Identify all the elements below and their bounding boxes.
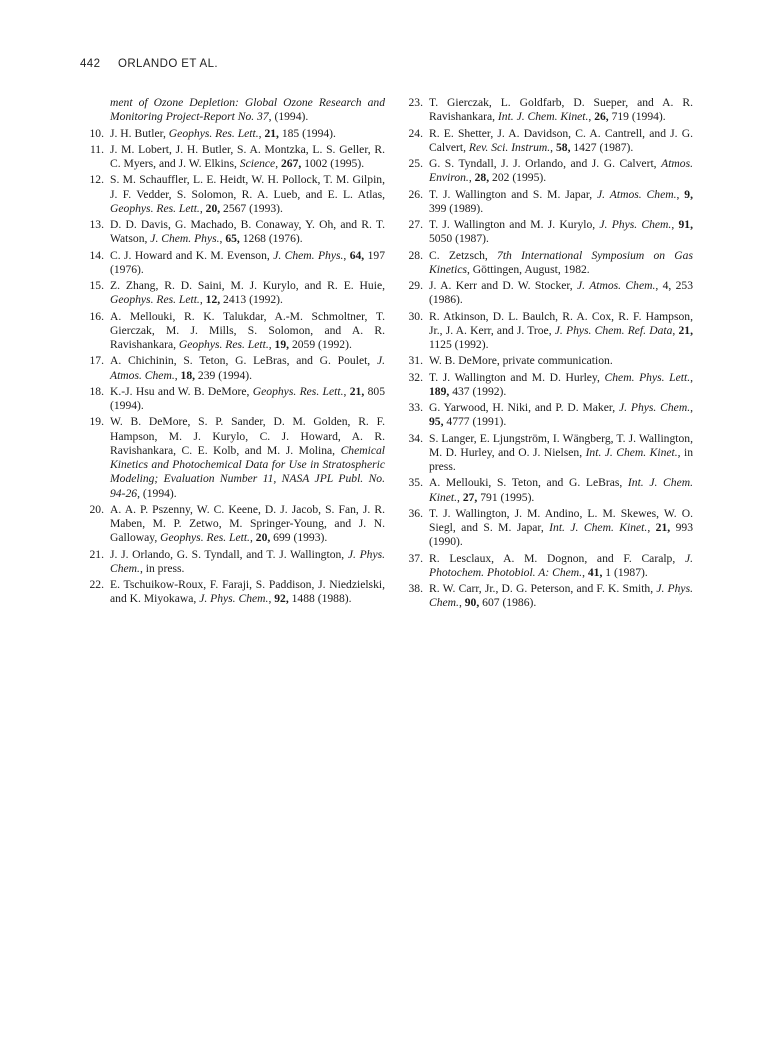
reference-text: T. J. Wallington, J. M. Andino, L. M. Skewes, W. O. Siegl, and S. M. Japar, Int. J. Chem. Kinet., 21, 993 (1990). bbox=[429, 506, 694, 549]
reference-entry bbox=[80, 279, 385, 308]
reference-entry bbox=[399, 127, 693, 156]
reference-text: T. J. Wallington and M. J. Kurylo, J. Phys. Chem., 91, 5050 (1987). bbox=[429, 218, 693, 246]
reference-number: 36. bbox=[408, 506, 423, 520]
reference-entry bbox=[80, 143, 385, 172]
reference-text: E. Tschuikow-Roux, F. Faraji, S. Paddison, J. Niedzielski, and K. Miyokawa, J. Phys. Chem., 92, 1488 (1988). bbox=[110, 578, 385, 606]
reference-text: S. M. Schauffler, L. E. Heidt, W. H. Pollock, T. M. Gilpin, J. F. Vedder, S. Solomon, R. A. Lueb, and E. L. Atlas, Geophys. Res. Lett., 20, 2567 (1993). bbox=[110, 173, 385, 215]
running-title: ORLANDO ET AL. bbox=[118, 58, 218, 70]
reference-text: T. J. Wallington and S. M. Japar, J. Atmos. Chem., 9, 399 (1989). bbox=[429, 187, 693, 215]
reference-entry bbox=[80, 173, 385, 216]
reference-number: 14. bbox=[89, 248, 104, 262]
reference-entry bbox=[399, 552, 693, 581]
reference-text: W. B. DeMore, S. P. Sander, D. M. Golden, R. F. Hampson, M. J. Kurylo, C. J. Howard, A. R. Ravishankara, C. E. Kolb, and M. J. Molina, Chemical Kinetics and Photochemical Data for Use in Stratospheric Modeling; Evaluation Number 11, NASA JPL Publ. No. 94-26, (1994). bbox=[110, 415, 385, 500]
reference-number: 22. bbox=[89, 578, 104, 591]
reference-entry bbox=[80, 354, 385, 383]
reference-number: 21. bbox=[89, 547, 104, 561]
reference-text: A. A. P. Pszenny, W. C. Keene, D. J. Jacob, S. Fan, J. R. Maben, M. P. Zetwo, M. Springer-Young, and J. N. Galloway, Geophys. Res. Lett., 20, 699 (1993). bbox=[110, 502, 385, 545]
reference-continuation: ment of Ozone Depletion: Global Ozone Research and Monitoring Project-Report No. 37, (1994). bbox=[110, 96, 385, 124]
reference-text: R. Lesclaux, A. M. Dognon, and F. Caralp, J. Photochem. Photobiol. A: Chem., 41, 1 (1987). bbox=[429, 551, 693, 579]
reference-number: 19. bbox=[89, 415, 104, 429]
reference-number: 37. bbox=[408, 551, 423, 565]
reference-text: J. J. Orlando, G. S. Tyndall, and T. J. Wallington, J. Phys. Chem., in press. bbox=[110, 547, 385, 575]
reference-entry bbox=[80, 503, 385, 546]
reference-number: 11. bbox=[89, 142, 104, 156]
reference-number: 13. bbox=[89, 218, 104, 231]
reference-text: G. Yarwood, H. Niki, and P. D. Maker, J. Phys. Chem., 95, 4777 (1991). bbox=[429, 401, 693, 429]
reference-number: 31. bbox=[408, 354, 423, 368]
reference-entry bbox=[80, 127, 385, 141]
reference-number: 16. bbox=[89, 309, 104, 323]
reference-entry bbox=[399, 582, 693, 611]
reference-number: 15. bbox=[89, 279, 104, 292]
reference-entry bbox=[399, 354, 693, 368]
reference-text: C. J. Howard and K. M. Evenson, J. Chem. Phys., 64, 197 (1976). bbox=[110, 248, 385, 276]
reference-entry bbox=[80, 415, 385, 501]
reference-text: D. D. Davis, G. Machado, B. Conaway, Y. Oh, and R. T. Watson, J. Chem. Phys., 65, 1268 (1976). bbox=[110, 218, 385, 246]
reference-entry bbox=[399, 432, 693, 475]
reference-number: 32. bbox=[408, 370, 423, 384]
references-left-column bbox=[80, 96, 385, 609]
reference-text: J. A. Kerr and D. W. Stocker, J. Atmos. Chem., 4, 253 (1986). bbox=[429, 279, 694, 307]
reference-text: R. E. Shetter, J. A. Davidson, C. A. Cantrell, and J. G. Calvert, Rev. Sci. Instrum., 58, 1427 (1987). bbox=[429, 126, 693, 154]
running-header bbox=[80, 58, 218, 70]
reference-number: 38. bbox=[408, 582, 423, 595]
reference-entry bbox=[80, 249, 385, 278]
reference-entry bbox=[80, 578, 385, 607]
reference-number: 18. bbox=[89, 384, 104, 398]
reference-text: A. Mellouki, R. K. Talukdar, A.-M. Schmoltner, T. Gierczak, M. J. Mills, S. Solomon, and A. R. Ravishankara, Geophys. Res. Lett., 19, 2059 (1992). bbox=[110, 309, 385, 351]
reference-text: C. Zetzsch, 7th International Symposium on Gas Kinetics, Göttingen, August, 1982. bbox=[429, 248, 693, 276]
reference-number: 35. bbox=[408, 476, 423, 490]
reference-number: 12. bbox=[89, 173, 104, 187]
reference-number: 25. bbox=[408, 157, 423, 170]
reference-entry bbox=[80, 310, 385, 353]
reference-number: 28. bbox=[408, 248, 423, 262]
reference-number: 24. bbox=[408, 126, 423, 140]
reference-number: 29. bbox=[408, 279, 423, 292]
reference-number: 10. bbox=[89, 126, 104, 140]
reference-entry bbox=[399, 249, 693, 278]
reference-text: W. B. DeMore, private communication. bbox=[429, 354, 613, 368]
reference-text: A. Mellouki, S. Teton, and G. LeBras, Int. J. Chem. Kinet., 27, 791 (1995). bbox=[429, 476, 693, 504]
reference-entry bbox=[399, 218, 693, 247]
reference-entry bbox=[80, 385, 385, 414]
reference-text: R. Atkinson, D. L. Baulch, R. A. Cox, R. F. Hampson, Jr., J. A. Kerr, and J. Troe, J. Phys. Chem. Ref. Data, 21, 1125 (1992). bbox=[429, 309, 693, 351]
reference-text: G. S. Tyndall, J. J. Orlando, and J. G. Calvert, Atmos. Environ., 28, 202 (1995). bbox=[429, 157, 693, 185]
reference-number: 23. bbox=[408, 96, 423, 109]
reference-number: 30. bbox=[408, 309, 423, 323]
reference-entry bbox=[399, 507, 693, 550]
reference-number: 20. bbox=[89, 502, 104, 516]
reference-number: 33. bbox=[408, 401, 423, 414]
reference-text: J. H. Butler, Geophys. Res. Lett., 21, 185 (1994). bbox=[110, 126, 336, 140]
reference-number: 34. bbox=[408, 431, 423, 445]
reference-entry bbox=[399, 401, 693, 430]
reference-number: 17. bbox=[89, 354, 104, 368]
references-right-column bbox=[399, 96, 693, 613]
reference-text: J. M. Lobert, J. H. Butler, S. A. Montzka, L. S. Geller, R. C. Myers, and J. W. Elkins, Science, 267, 1002 (1995). bbox=[110, 142, 385, 170]
reference-text: T. Gierczak, L. Goldfarb, D. Sueper, and A. R. Ravishankara, Int. J. Chem. Kinet., 26, 719 (1994). bbox=[429, 96, 693, 124]
reference-entry bbox=[399, 157, 693, 186]
reference-entry bbox=[80, 218, 385, 247]
reference-text: S. Langer, E. Ljungström, I. Wängberg, T. J. Wallington, M. D. Hurley, and O. J. Nielsen, Int. J. Chem. Kinet., in press. bbox=[429, 431, 693, 473]
reference-text: R. W. Carr, Jr., D. G. Peterson, and F. K. Smith, J. Phys. Chem., 90, 607 (1986). bbox=[429, 582, 693, 610]
reference-entry bbox=[399, 476, 693, 505]
reference-number: 27. bbox=[408, 218, 423, 231]
page-number: 442 bbox=[80, 58, 101, 70]
reference-text: A. Chichinin, S. Teton, G. LeBras, and G. Poulet, J. Atmos. Chem., 18, 239 (1994). bbox=[110, 354, 385, 382]
reference-text: T. J. Wallington and M. D. Hurley, Chem. Phys. Lett., 189, 437 (1992). bbox=[429, 370, 693, 398]
reference-number: 26. bbox=[408, 187, 423, 201]
reference-list-right bbox=[399, 96, 693, 611]
reference-entry bbox=[399, 371, 693, 400]
reference-text: K.-J. Hsu and W. B. DeMore, Geophys. Res. Lett., 21, 805 (1994). bbox=[110, 384, 385, 412]
reference-entry bbox=[399, 279, 693, 308]
reference-entry bbox=[80, 548, 385, 577]
reference-text: Z. Zhang, R. D. Saini, M. J. Kurylo, and R. E. Huie, Geophys. Res. Lett., 12, 2413 (1992). bbox=[110, 279, 385, 307]
reference-entry bbox=[399, 96, 693, 125]
reference-entry bbox=[399, 310, 693, 353]
reference-entry bbox=[399, 188, 693, 217]
reference-list-left bbox=[80, 127, 385, 607]
